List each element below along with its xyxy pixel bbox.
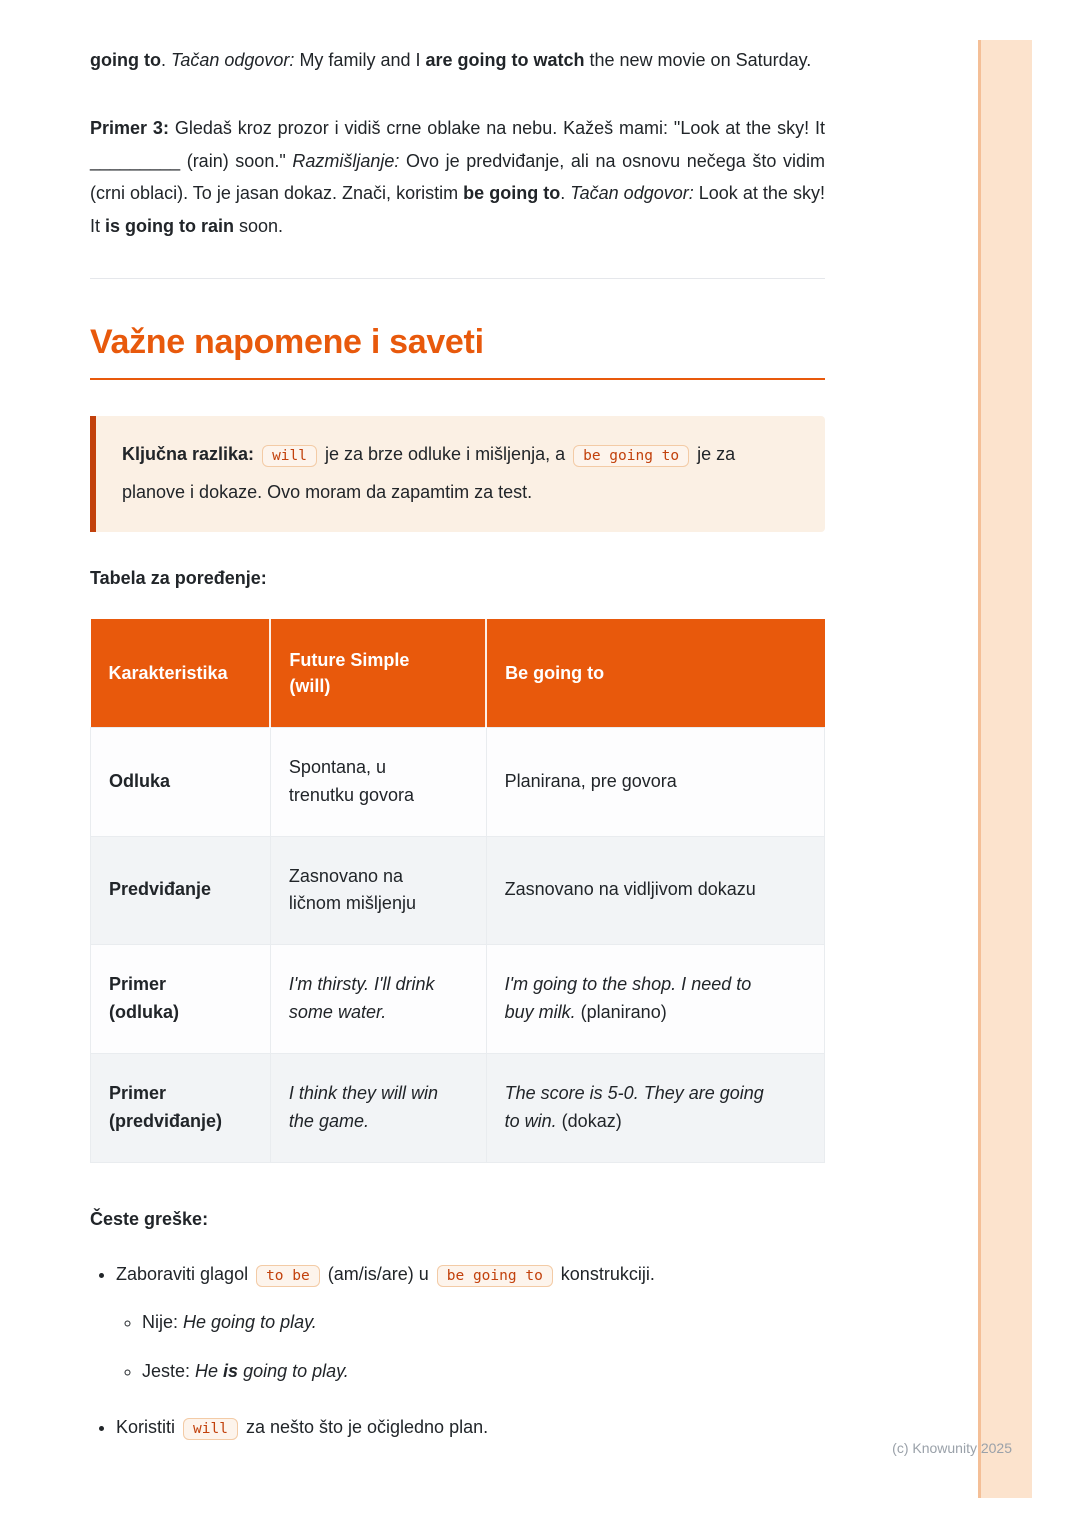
answer-paragraph: going to. Tačan odgovor: My family and I are going to watch the new movie on Saturday. bbox=[90, 50, 812, 70]
table-cell: I think they will win the game. bbox=[270, 1054, 486, 1163]
section-title: Važne napomene i saveti bbox=[90, 323, 825, 380]
mistake-subitem-text: Nije: He going to play. bbox=[142, 1312, 317, 1333]
table-cell: Odluka bbox=[91, 727, 271, 836]
table-row bbox=[91, 836, 825, 945]
document-content bbox=[90, 0, 825, 1467]
table-row bbox=[91, 1054, 825, 1163]
table-cell: Primer (odluka) bbox=[91, 945, 271, 1054]
table-cell: Primer (predviđanje) bbox=[91, 1054, 271, 1163]
mistake-item-text: Zaboraviti glagol to be (am/is/are) u be going to konstrukciji. bbox=[116, 1264, 655, 1284]
table-cell: I'm thirsty. I'll drink some water. bbox=[270, 945, 486, 1054]
table-header-cell-be-going-to: Be going to bbox=[486, 619, 824, 728]
table-cell: The score is 5-0. They are going to win. (dokaz) bbox=[486, 1054, 824, 1163]
key-difference-callout bbox=[90, 416, 825, 532]
copyright-footer: (c) Knowunity 2025 bbox=[892, 1440, 1012, 1456]
table-row bbox=[91, 727, 825, 836]
table-cell: Zasnovano na ličnom mišljenju bbox=[270, 836, 486, 945]
table-header-cell-characteristic: Karakteristika bbox=[91, 619, 271, 728]
mistake-item bbox=[116, 1258, 825, 1387]
mistake-subitem bbox=[142, 1306, 825, 1338]
common-mistakes-label: Česte greške: bbox=[90, 1208, 209, 1229]
table-cell: Spontana, u trenutku govora bbox=[270, 727, 486, 836]
mistake-item bbox=[116, 1411, 825, 1443]
table-cell: I'm going to the shop. I need to buy milk. (planirano) bbox=[486, 945, 824, 1054]
example-3-paragraph: Primer 3: Gledaš kroz prozor i vidiš crne oblake na nebu. Kažeš mami: "Look at the sky! It _________ (rain) soon." Razmišljanje: Ovo je predviđanje, ali na osnovu nečega što vidim (crni oblaci). To je jasan dokaz. Znači, koristim be going to. Tačan odgovor: Look at the sky! It is going to rain soon. bbox=[90, 118, 825, 236]
mistake-item-text: Koristiti will za nešto što je očigledno plan. bbox=[116, 1417, 488, 1437]
mistake-subitem-text: Jeste: He is going to play. bbox=[142, 1360, 349, 1381]
section-divider bbox=[90, 278, 825, 279]
table-header-row bbox=[91, 619, 825, 728]
table-cell: Predviđanje bbox=[91, 836, 271, 945]
table-row bbox=[91, 945, 825, 1054]
table-header-cell-future-simple: Future Simple (will) bbox=[270, 619, 486, 728]
decorative-side-stripe bbox=[978, 40, 1032, 1498]
mistake-sublist bbox=[116, 1306, 825, 1387]
table-cell: Planirana, pre govora bbox=[486, 727, 824, 836]
table-cell: Zasnovano na vidljivom dokazu bbox=[486, 836, 824, 945]
callout-text: Ključna razlika: will je za brze odluke i mišljenja, a be going to je za planove i dokaze. Ovo moram da zapamtim za test. bbox=[122, 443, 736, 502]
mistakes-list bbox=[90, 1258, 825, 1444]
comparison-table bbox=[90, 619, 825, 1163]
mistake-subitem bbox=[142, 1355, 825, 1387]
comparison-table-label: Tabela za poređenje: bbox=[90, 567, 267, 588]
